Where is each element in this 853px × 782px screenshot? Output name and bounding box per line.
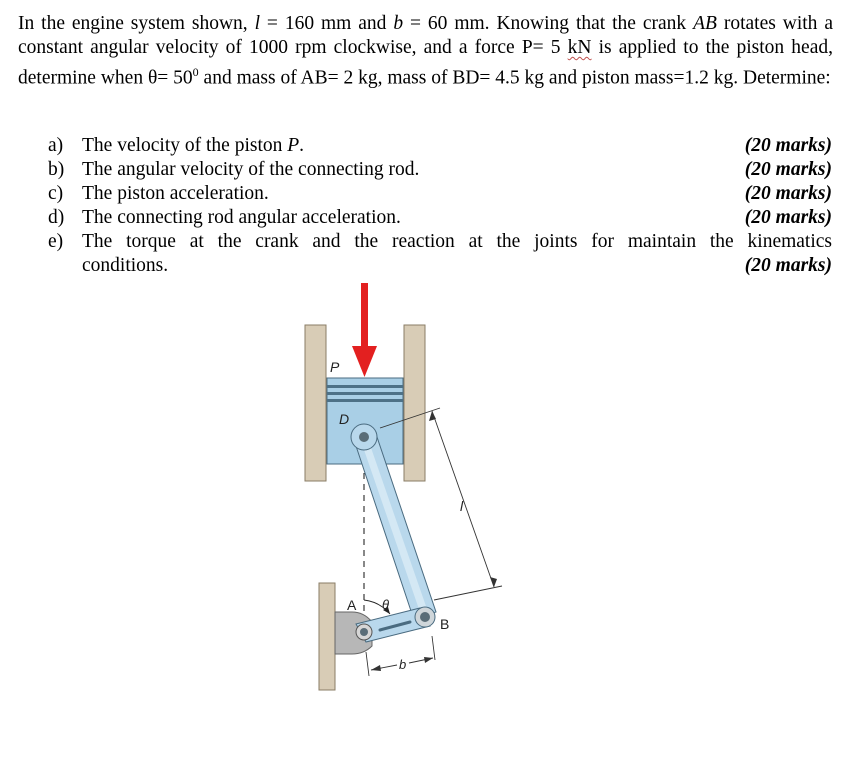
- label-a: A: [347, 597, 357, 613]
- marks-e: (20 marks): [744, 255, 832, 276]
- pin-d: [359, 432, 369, 442]
- question-e-cont: conditions. (20 marks): [82, 255, 832, 276]
- pin-b: [420, 612, 430, 622]
- label-l: l: [460, 498, 464, 514]
- force-arrow: [352, 283, 377, 377]
- problem-statement: In the engine system shown, l = 160 mm and b = 60 mm. Knowing that the crank AB rotates with a constant angular velocity of 1000 rpm clockwise, and a force P= 5 kN is applied to the piston head, determine when $\theta= 50^0$ and mass of AB= 2 kg, mass of BD= 4.5 kg and piston mass=1.2 kg. Determine:: [18, 13, 833, 89]
- question-b: b) The angular velocity of the connecting rod. (20 marks): [48, 159, 832, 180]
- label-theta: θ: [382, 597, 390, 612]
- question-c: c) The piston acceleration. (20 marks): [48, 183, 832, 204]
- frame-wall: [319, 583, 335, 690]
- cylinder-wall-left: [305, 325, 326, 481]
- question-d: d) The connecting rod angular acceleration. (20 marks): [48, 207, 832, 228]
- marks-d: (20 marks): [744, 207, 832, 228]
- cylinder-wall-right: [404, 325, 425, 481]
- question-e: e) The torque at the crank and the reaction at the joints for maintain the kinematics: [48, 231, 832, 252]
- label-b-dim: b: [399, 657, 407, 672]
- spellcheck-underline: kN: [567, 37, 592, 58]
- label-d: D: [339, 411, 350, 427]
- marks-c: (20 marks): [744, 183, 832, 204]
- question-a: a) The velocity of the piston P. (20 marks): [48, 135, 832, 156]
- marks-a: (20 marks): [744, 135, 832, 156]
- label-p: P: [330, 359, 340, 375]
- marks-b: (20 marks): [744, 159, 832, 180]
- label-b-point: B: [440, 616, 450, 632]
